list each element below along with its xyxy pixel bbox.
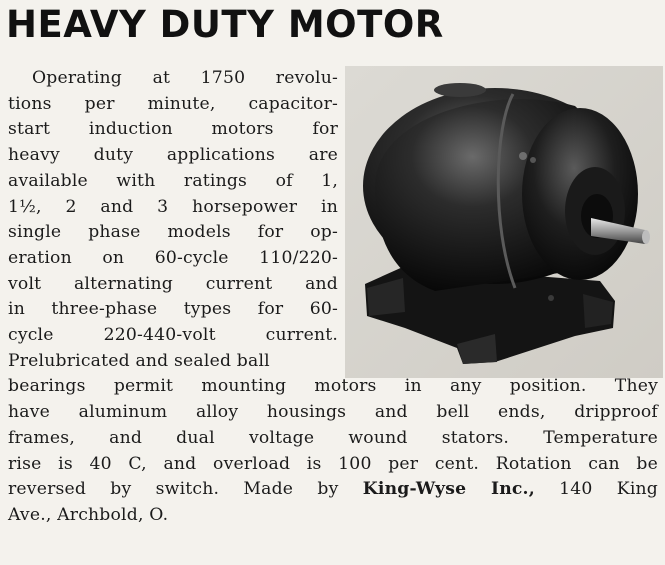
text-fragment: 140 King xyxy=(534,479,658,500)
manufacturer-name: King-Wyse Inc., xyxy=(362,479,535,500)
text-line: cycle 220-440-volt current. xyxy=(8,325,338,346)
text-line: have aluminum alloy housings and bell ends, dripproof xyxy=(8,402,658,423)
text-line-manufacturer xyxy=(8,477,658,503)
text-line: start induction motors for xyxy=(8,119,338,140)
text-line: frames, and dual voltage wound stators. Temperature xyxy=(8,427,658,448)
text-line: Operating at 1750 revolu- xyxy=(32,68,338,88)
article-body xyxy=(8,66,658,529)
text-fragment: reversed by switch. Made by xyxy=(8,479,363,500)
text-line: single phase models for op- xyxy=(8,222,338,243)
text-line: 1½, 2 and 3 horsepower in xyxy=(8,196,338,217)
article-title: HEAVY DUTY MOTOR xyxy=(6,3,444,46)
text-line: available with ratings of 1, xyxy=(8,170,338,191)
text-line: rise is 40 C, and overload is 100 per cent. Rotation can be xyxy=(8,453,658,474)
wrapped-column xyxy=(8,66,338,374)
full-width-paragraph xyxy=(8,374,658,528)
text-line: Prelubricated and sealed ball xyxy=(8,350,270,371)
text-line: in three-phase types for 60- xyxy=(8,299,338,320)
text-line: volt alternating current and xyxy=(8,273,338,294)
text-line: eration on 60-cycle 110/220- xyxy=(8,247,338,268)
address-line: Ave., Archbold, O. xyxy=(8,504,169,525)
text-line: heavy duty applications are xyxy=(8,145,338,166)
text-line: bearings permit mounting motors in any position. They xyxy=(8,376,658,397)
text-line: tions per minute, capacitor- xyxy=(8,93,338,114)
